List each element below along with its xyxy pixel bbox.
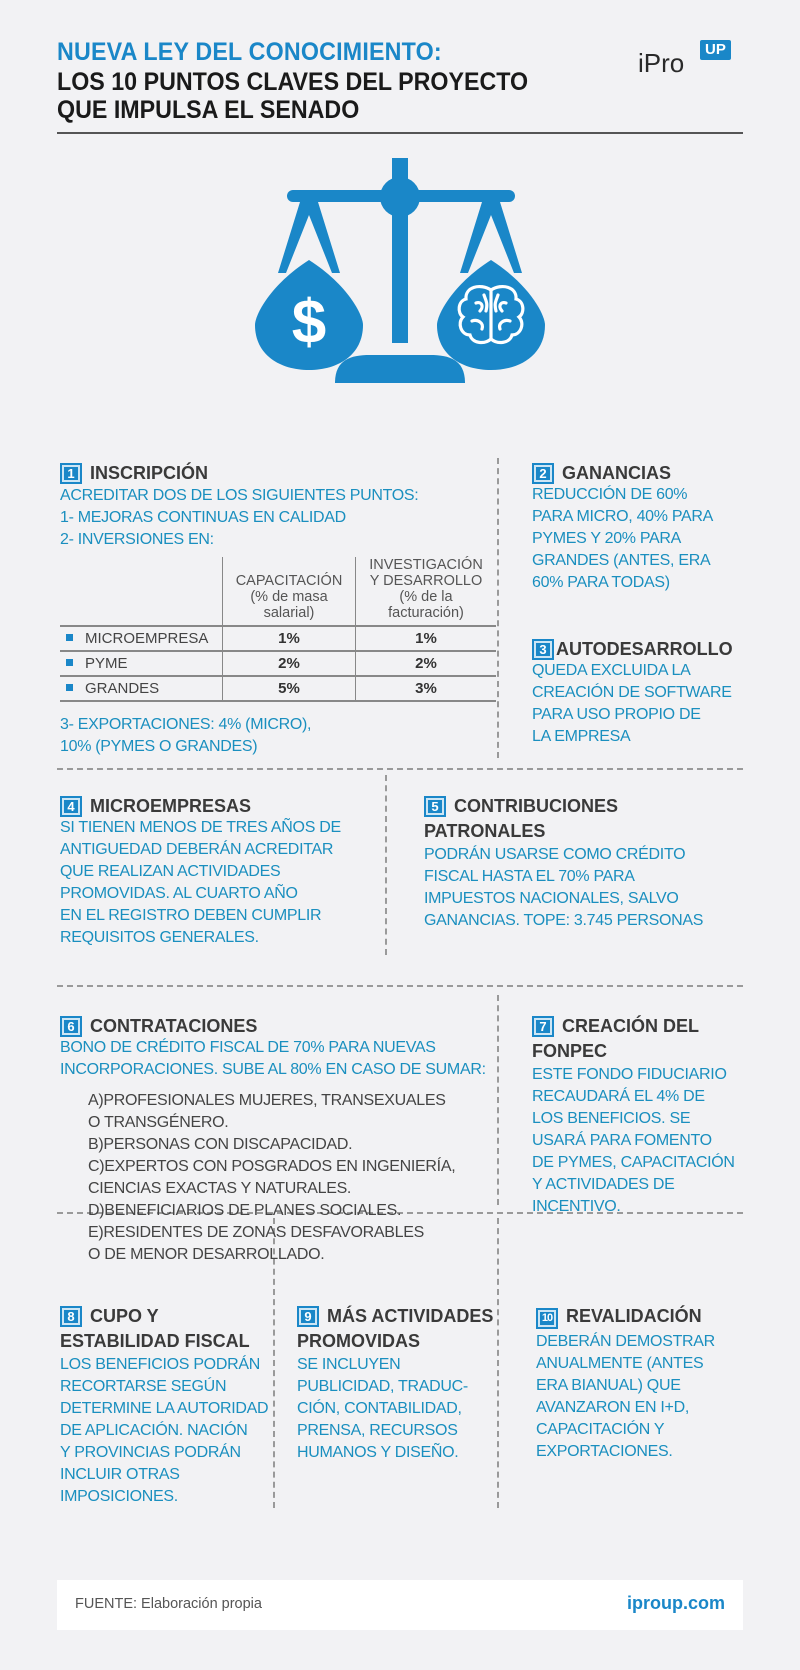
- point-line: INCORPORACIONES. SUBE AL 80% EN CASO DE SUMAR:: [60, 1061, 486, 1078]
- point-line: ANUALMENTE (ANTES: [536, 1355, 704, 1372]
- point-title-line2: FONPEC: [532, 1041, 608, 1061]
- point-line: GRANDES (ANTES, ERA: [532, 552, 711, 569]
- point-title: CONTRIBUCIONES: [454, 796, 619, 816]
- point-line: IMPUESTOS NACIONALES, SALVO: [424, 890, 679, 907]
- number-badge: 1: [60, 463, 82, 484]
- divider-vertical: [385, 775, 387, 955]
- scale-beam: [287, 190, 515, 202]
- point-4-microempresas: [60, 795, 380, 949]
- point-line: EN EL REGISTRO DEBEN CUMPLIR: [60, 907, 322, 924]
- point-line: 3- EXPORTACIONES: 4% (MICRO),: [60, 716, 312, 733]
- bullet-icon: [66, 684, 73, 691]
- balance-scale-icon: [240, 155, 560, 395]
- list-item: D)BENEFICIARIOS DE PLANES SOCIALES.: [88, 1202, 402, 1219]
- title-divider: [57, 132, 743, 134]
- point-line: PRENSA, RECURSOS: [297, 1422, 458, 1439]
- point-line: DE PYMES, CAPACITACIÓN: [532, 1154, 735, 1171]
- point-line: LA EMPRESA: [532, 728, 631, 745]
- point-2-ganancias: [532, 462, 752, 594]
- point-title: MICROEMPRESAS: [90, 796, 252, 816]
- number-badge: 9: [297, 1306, 319, 1327]
- point-line: 10% (PYMES O GRANDES): [60, 738, 258, 755]
- title-line-2: LOS 10 PUNTOS CLAVES DEL PROYECTO: [57, 68, 529, 96]
- divider-horizontal: [57, 768, 743, 770]
- iproup-logo: [638, 40, 748, 80]
- point-line: BONO DE CRÉDITO FISCAL DE 70% PARA NUEVAS: [60, 1039, 436, 1056]
- cell-investigacion: 1%: [356, 626, 497, 651]
- bullet-icon: [66, 659, 73, 666]
- point-line: RECORTARSE SEGÚN: [60, 1378, 227, 1395]
- list-item: C)EXPERTOS CON POSGRADOS EN INGENIERÍA,: [88, 1158, 456, 1175]
- point-line: QUE REALIZAN ACTIVIDADES: [60, 863, 281, 880]
- point-title-line2: PROMOVIDAS: [297, 1331, 421, 1351]
- number-badge: 4: [60, 796, 82, 817]
- point-line: CIÓN, CONTABILIDAD,: [297, 1400, 462, 1417]
- list-item: A)PROFESIONALES MUJERES, TRANSEXUALES: [88, 1092, 446, 1109]
- number-badge: 3: [532, 639, 554, 660]
- point-line: ACREDITAR DOS DE LOS SIGUIENTES PUNTOS:: [60, 487, 419, 504]
- point-line: 2- INVERSIONES EN:: [60, 531, 214, 548]
- list-item: O TRANSGÉNERO.: [88, 1114, 229, 1131]
- number-badge: 2: [532, 463, 554, 484]
- point-line: LOS BENEFICIOS. SE: [532, 1110, 691, 1127]
- point-line: ERA BIANUAL) QUE: [536, 1377, 681, 1394]
- cell-capacitacion: 5%: [223, 676, 356, 701]
- point-line: 1- MEJORAS CONTINUAS EN CALIDAD: [60, 509, 346, 526]
- point-line: SE INCLUYEN: [297, 1356, 401, 1373]
- table-row: [60, 676, 496, 701]
- point-line: FISCAL HASTA EL 70% PARA: [424, 868, 635, 885]
- point-line: GANANCIAS. TOPE: 3.745 PERSONAS: [424, 912, 704, 929]
- title-line-3: QUE IMPULSA EL SENADO: [57, 96, 360, 124]
- point-title: CUPO Y: [90, 1306, 159, 1326]
- list-item: CIENCIAS EXACTAS Y NATURALES.: [88, 1180, 352, 1197]
- scale-base: [335, 355, 465, 383]
- point-line: INCENTIVO.: [532, 1198, 621, 1215]
- point-title: INSCRIPCIÓN: [90, 463, 209, 483]
- header-capacitacion: CAPACITACIÓN (% de masa salarial): [223, 557, 356, 626]
- point-line: PARA MICRO, 40% PARA: [532, 508, 714, 525]
- row-label: PYME: [85, 655, 128, 672]
- point-line: REDUCCIÓN DE 60%: [532, 486, 688, 503]
- point-line: INCLUIR OTRAS: [60, 1466, 180, 1483]
- point-10-revalidacion: [536, 1305, 766, 1463]
- point-line: ESTE FONDO FIDUCIARIO: [532, 1066, 727, 1083]
- point-line: PROMOVIDAS. AL CUARTO AÑO: [60, 885, 298, 902]
- investment-table: [60, 557, 496, 702]
- point-7-creacion-fonpec: [532, 1015, 762, 1218]
- list-item: E)RESIDENTES DE ZONAS DESFAVORABLES: [88, 1224, 424, 1241]
- point-line: 60% PARA TODAS): [532, 574, 670, 591]
- logo-text: iPro: [638, 48, 685, 78]
- point-line: QUEDA EXCLUIDA LA: [532, 662, 691, 679]
- point-line: IMPOSICIONES.: [60, 1488, 178, 1505]
- point-line: AVANZARON EN I+D,: [536, 1399, 690, 1416]
- point-line: SI TIENEN MENOS DE TRES AÑOS DE: [60, 819, 341, 836]
- point-line: PUBLICIDAD, TRADUC-: [297, 1378, 468, 1395]
- point-line: PYMES Y 20% PARA: [532, 530, 682, 547]
- number-badge: 5: [424, 796, 446, 817]
- cell-capacitacion: 2%: [223, 651, 356, 676]
- row-label: GRANDES: [85, 680, 160, 697]
- point-title: GANANCIAS: [562, 463, 672, 483]
- point-line: RECAUDARÁ EL 4% DE: [532, 1088, 705, 1105]
- point-line: DE APLICACIÓN. NACIÓN: [60, 1422, 248, 1439]
- point-line: LOS BENEFICIOS PODRÁN: [60, 1356, 260, 1373]
- logo-badge: UP: [700, 40, 731, 60]
- number-badge: 8: [60, 1306, 82, 1327]
- point-line: Y PROVINCIAS PODRÁN: [60, 1444, 241, 1461]
- title-line-1: NUEVA LEY DEL CONOCIMIENTO:: [57, 38, 442, 66]
- point-line: Y ACTIVIDADES DE: [532, 1176, 675, 1193]
- number-badge: 7: [532, 1016, 554, 1037]
- point-line: DEBERÁN DEMOSTRAR: [536, 1333, 715, 1350]
- point-title: REVALIDACIÓN: [566, 1306, 702, 1326]
- bullet-icon: [66, 634, 73, 641]
- row-label: MICROEMPRESA: [85, 630, 209, 647]
- number-badge: 10: [536, 1308, 558, 1329]
- point-9-mas-actividades-promovidas: [297, 1305, 497, 1464]
- point-8-cupo-estabilidad-fiscal: [60, 1305, 290, 1508]
- divider-horizontal: [57, 985, 743, 987]
- point-3-autodesarrollo: [532, 638, 762, 748]
- source-note: FUENTE: Elaboración propia: [75, 1596, 262, 1612]
- point-line: PARA USO PROPIO DE: [532, 706, 701, 723]
- footer-bar: [57, 1580, 743, 1630]
- header-investigacion: INVESTIGACIÓN Y DESARROLLO (% de la facturación): [356, 557, 497, 626]
- beneficiaries-list: [88, 1090, 500, 1266]
- point-6-contrataciones: [60, 1015, 500, 1266]
- point-line: REQUISITOS GENERALES.: [60, 929, 259, 946]
- dollar-icon: $: [291, 288, 327, 357]
- point-title: CREACIÓN DEL: [562, 1016, 700, 1036]
- table-row: [60, 626, 496, 651]
- cell-investigacion: 3%: [356, 676, 497, 701]
- number-badge: 6: [60, 1016, 82, 1037]
- point-title: AUTODESARROLLO: [556, 639, 733, 659]
- point-title-line2: PATRONALES: [424, 821, 546, 841]
- cell-investigacion: 2%: [356, 651, 497, 676]
- point-line: CAPACITACIÓN Y: [536, 1421, 665, 1438]
- list-item: B)PERSONAS CON DISCAPACIDAD.: [88, 1136, 353, 1153]
- point-line: ANTIGUEDAD DEBERÁN ACREDITAR: [60, 841, 334, 858]
- list-item: O DE MENOR DESARROLLADO.: [88, 1246, 325, 1263]
- point-line: HUMANOS Y DISEÑO.: [297, 1444, 459, 1461]
- point-line: USARÁ PARA FOMENTO: [532, 1132, 712, 1149]
- point-line: CREACIÓN DE SOFTWARE: [532, 684, 732, 701]
- point-1-inscripcion: [60, 462, 500, 758]
- site-link[interactable]: iproup.com: [627, 1593, 725, 1613]
- point-line: PODRÁN USARSE COMO CRÉDITO: [424, 846, 686, 863]
- point-title-line2: ESTABILIDAD FISCAL: [60, 1331, 250, 1351]
- point-title: CONTRATACIONES: [90, 1016, 258, 1036]
- point-5-contribuciones-patronales: [424, 795, 764, 932]
- point-line: DETERMINE LA AUTORIDAD: [60, 1400, 269, 1417]
- point-line: EXPORTACIONES.: [536, 1443, 673, 1460]
- table-row: [60, 651, 496, 676]
- point-title: MÁS ACTIVIDADES: [327, 1306, 494, 1326]
- cell-capacitacion: 1%: [223, 626, 356, 651]
